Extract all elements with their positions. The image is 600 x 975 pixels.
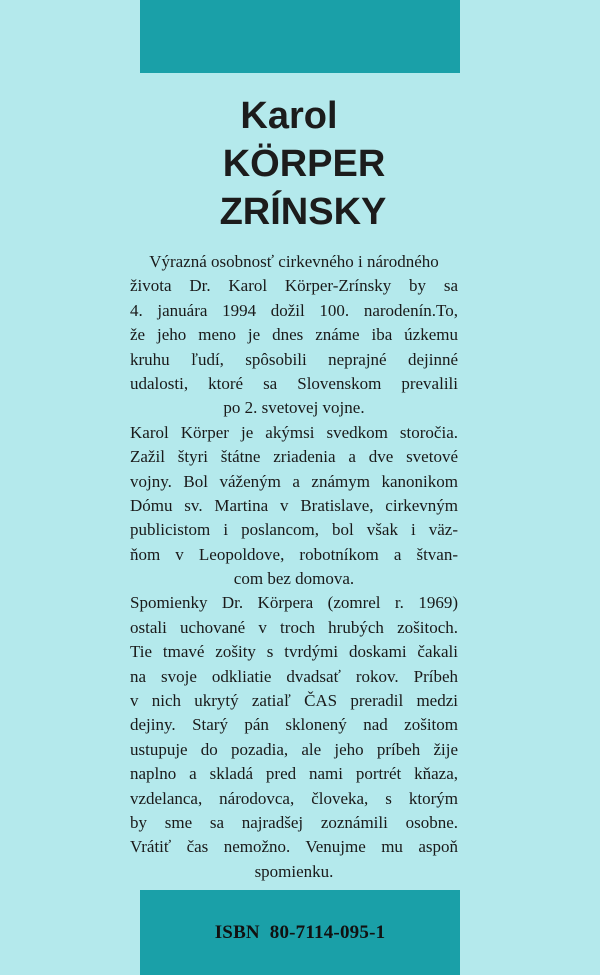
blurb-text <box>130 250 458 884</box>
blurb-line: Dómu sv. Martina v Bratislave, cirkevným <box>130 495 458 515</box>
blurb-line: Zažil štyri štátne zriadenia a dve svetové <box>130 447 458 467</box>
blurb-line: 4. januára 1994 dožil 100. narodenín.To, <box>130 300 458 320</box>
blurb-line: Výrazná osobnosť cirkevného i národného <box>149 252 439 271</box>
blurb-line: Tie tmavé zošity s tvrdými doskami čakali <box>130 642 458 662</box>
blurb-line: ostali uchované v troch hrubých zošitoch. <box>130 617 458 637</box>
blurb-line: dejiny. Starý pán sklonený nad zošitom <box>130 715 458 735</box>
top-color-band <box>140 0 460 73</box>
blurb-line: ustupuje do pozadia, ale jeho príbeh žije <box>130 739 458 759</box>
blurb-line: Spomienky Dr. Körpera (zomrel r. 1969) <box>130 593 458 613</box>
blurb-line: na svoje odkliatie dvadsať rokov. Príbeh <box>130 666 458 686</box>
author-last-name-line-2: ZRÍNSKY <box>219 191 387 233</box>
blurb-line: spomienku. <box>254 861 334 881</box>
cover-title <box>0 92 600 236</box>
author-last-name-line-1: KÖRPER <box>222 143 386 185</box>
blurb-line: vzdelanca, národovca, človeka, s ktorým <box>130 788 458 808</box>
blurb-line: po 2. svetovej vojne. <box>223 398 365 418</box>
blurb-line: kruhu ľudí, spôsobili neprajné dejinné <box>130 349 458 369</box>
blurb-line: ňom v Leopoldove, robotníkom a štvan- <box>130 544 458 564</box>
blurb-line: Karol Körper je akýmsi svedkom storočia. <box>130 422 458 442</box>
blurb-line: Vrátiť čas nemožno. Venujme mu aspoň <box>130 837 458 857</box>
blurb-line: by sme sa najradšej zoznámili osobne. <box>130 812 458 832</box>
author-first-name: Karol <box>240 95 338 137</box>
blurb-line: v nich ukrytý zatiaľ ČAS preradil medzi <box>130 691 458 711</box>
blurb-line: života Dr. Karol Körper-Zrínsky by sa <box>130 276 458 296</box>
blurb-line: udalosti, ktoré sa Slovenskom prevalili <box>130 373 458 393</box>
blurb-line: com bez domova. <box>233 569 355 589</box>
isbn-number: ISBN 80-7114-095-1 <box>214 921 386 943</box>
blurb-line: publicistom i poslancom, bol však i väz- <box>130 520 458 540</box>
blurb-line: že jeho meno je dnes známe iba úzkemu <box>130 325 458 345</box>
bottom-color-band <box>140 890 460 975</box>
blurb-line: vojny. Bol váženým a známym kanonikom <box>130 471 458 491</box>
blurb-line: naplno a skladá pred nami portrét kňaza, <box>130 764 458 784</box>
